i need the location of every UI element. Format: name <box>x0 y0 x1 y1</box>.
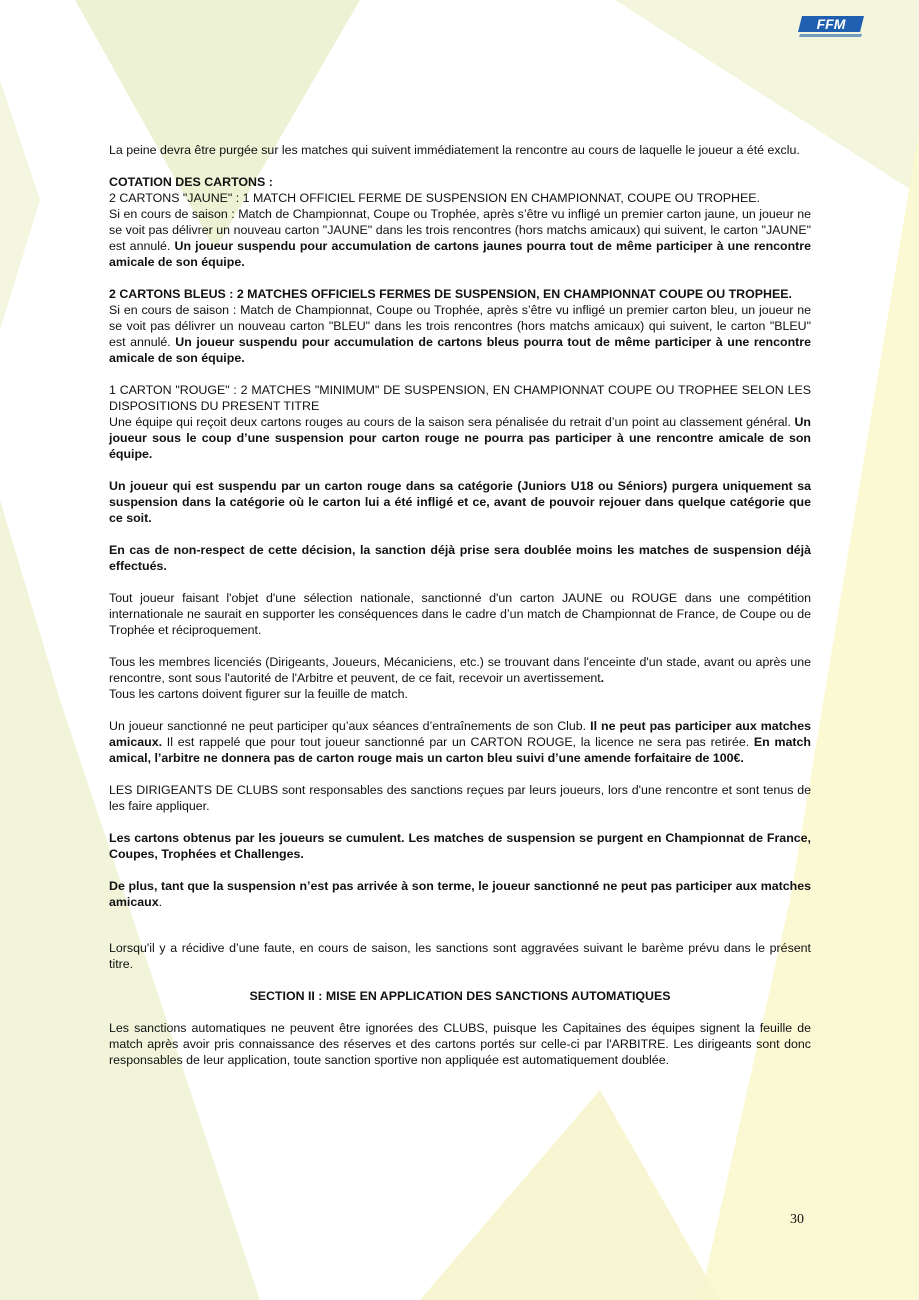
text-segment: COTATION DES CARTONS : <box>109 175 273 189</box>
text-segment: Un joueur qui est suspendu par un carton rouge dans sa catégorie (Juniors U18 ou Séniors) purgera uniquement sa suspension dans la catégorie où le carton lui a été infligé et ce, avant de pouvoir rejouer dans quelque catégorie que ce soit. <box>109 479 811 525</box>
paragraph-p10 <box>109 782 811 814</box>
paragraph-p2 <box>109 174 811 270</box>
text-segment: Les cartons obtenus par les joueurs se cumulent. Les matches de suspension se purgent en Championnat de France, Coupes, Trophées et Challenges. <box>109 831 811 861</box>
text-segment: Tous les membres licenciés (Dirigeants, Joueurs, Mécaniciens, etc.) se trouvant dans l'enceinte d'un stade, avant ou après une rencontre, sont sous l'autorité de l'Arbitre et peuvent, de ce fait, recevoir un avertissement <box>109 655 811 685</box>
text-segment: La peine devra être purgée sur les matches qui suivent immédiatement la rencontre au cours de laquelle le joueur a été exclu. <box>109 143 800 157</box>
text-segment: Tout joueur faisant l'objet d'une sélection nationale, sanctionné d'un carton JAUNE ou ROUGE dans une compétition internationale ne saurait en supporter les conséquences dans le cadre d’un match de Championnat de France, de Coupe ou de Trophée et réciproquement. <box>109 591 811 637</box>
text-segment: Une équipe qui reçoit deux cartons rouges au cours de la saison sera pénalisée du retrait d’un point au classement général. <box>109 415 795 429</box>
text-segment: Un joueur suspendu pour accumulation de cartons bleus pourra tout de même participer à une rencontre amicale de son équipe. <box>109 335 811 365</box>
paragraph-p4 <box>109 382 811 462</box>
paragraph-p9 <box>109 718 811 766</box>
ffm-logo-icon <box>798 14 866 40</box>
text-segment: Il ne peut pas participer aux matches amicaux. <box>109 719 811 749</box>
decor-triangle-bottom-center <box>420 1090 720 1300</box>
paragraph-p1 <box>109 142 811 158</box>
decor-triangle-mid-left <box>0 80 40 330</box>
text-segment: Si en cours de saison : Match de Championnat, Coupe ou Trophée, après s’être vu infligé un premier carton jaune, un joueur ne se voit pas délivrer un nouveau carton "JAUNE" dans les trois rencontres (hors matchs amicaux) qui suivent, le carton "JAUNE" est annulé. <box>109 207 811 253</box>
paragraph-p7 <box>109 590 811 638</box>
text-segment: De plus, tant que la suspension n’est pas arrivée à son terme, le joueur sanctionné ne peut pas participer aux matches amicaux <box>109 879 811 909</box>
text-segment: Un joueur sous le coup d’une suspension pour carton rouge ne pourra pas participer à une rencontre amicale de son équipe. <box>109 415 811 461</box>
text-segment: 2 CARTONS "JAUNE" : 1 MATCH OFFICIEL FERME DE SUSPENSION EN CHAMPIONNAT, COUPE OU TROPHEE. <box>109 191 760 205</box>
page-number: 30 <box>790 1212 804 1227</box>
paragraph-p15 <box>109 1020 811 1068</box>
text-segment: LES DIRIGEANTS DE CLUBS sont responsables des sanctions reçues par leurs joueurs, lors d'une rencontre et sont tenus de les faire appliquer. <box>109 783 811 813</box>
paragraph-p8 <box>109 654 811 702</box>
svg-text:FFM: FFM <box>816 16 846 32</box>
paragraph-p3 <box>109 286 811 366</box>
text-segment: En match amical, l’arbitre ne donnera pas de carton rouge mais un carton bleu suivi d’une amende forfaitaire de 100€. <box>109 735 811 765</box>
paragraph-p14 <box>109 988 811 1004</box>
paragraph-p12 <box>109 878 811 910</box>
text-segment: . <box>158 895 163 909</box>
text-segment: 1 CARTON "ROUGE" : 2 MATCHES "MINIMUM" DE SUSPENSION, EN CHAMPIONNAT COUPE OU TROPHEE SELON LES DISPOSITIONS DU PRESENT TITRE <box>109 383 811 413</box>
paragraph-p11 <box>109 830 811 862</box>
ffm-logo <box>798 14 866 40</box>
document-body <box>109 142 811 1084</box>
paragraph-p5 <box>109 478 811 526</box>
text-segment: En cas de non-respect de cette décision, la sanction déjà prise sera doublée moins les matches de suspension déjà effectués. <box>109 543 811 573</box>
text-segment: Il est rappelé que pour tout joueur sanctionné par un CARTON ROUGE, la licence ne sera pas retirée. <box>162 735 754 749</box>
text-segment: Un joueur suspendu pour accumulation de cartons jaunes pourra tout de même participer à une rencontre amicale de son équipe. <box>109 239 811 269</box>
paragraph-p6 <box>109 542 811 574</box>
text-segment: . <box>600 671 605 685</box>
paragraph-p13 <box>109 940 811 972</box>
text-segment: Tous les cartons doivent figurer sur la feuille de match. <box>109 687 408 701</box>
text-segment: SECTION II : MISE EN APPLICATION DES SANCTIONS AUTOMATIQUES <box>249 989 671 1003</box>
text-segment: Si en cours de saison : Match de Championnat, Coupe ou Trophée, après s’être vu infligé un premier carton bleu, un joueur ne se voit pas délivrer un nouveau carton "BLEU" dans les trois rencontres (hors matchs amicaux) qui suivent, le carton "BLEU" est annulé. <box>109 303 811 349</box>
text-segment: Les sanctions automatiques ne peuvent être ignorées des CLUBS, puisque les Capitaines des équipes signent la feuille de match après avoir pris connaissance des réserves et des cartons portés sur celle-ci par l'ARBITRE. Les dirigeants sont donc responsables de leur application, toute sanction sportive non appliquée est automatiquement doublée. <box>109 1021 811 1067</box>
text-segment: Lorsqu'il y a récidive d’une faute, en cours de saison, les sanctions sont aggravées suivant le barème prévu dans le présent titre. <box>109 941 811 971</box>
text-segment: 2 CARTONS BLEUS : 2 MATCHES OFFICIELS FERMES DE SUSPENSION, EN CHAMPIONNAT COUPE OU TROPHEE. <box>109 287 792 301</box>
text-segment: Un joueur sanctionné ne peut participer qu’aux séances d’entraînements de son Club. <box>109 719 591 733</box>
